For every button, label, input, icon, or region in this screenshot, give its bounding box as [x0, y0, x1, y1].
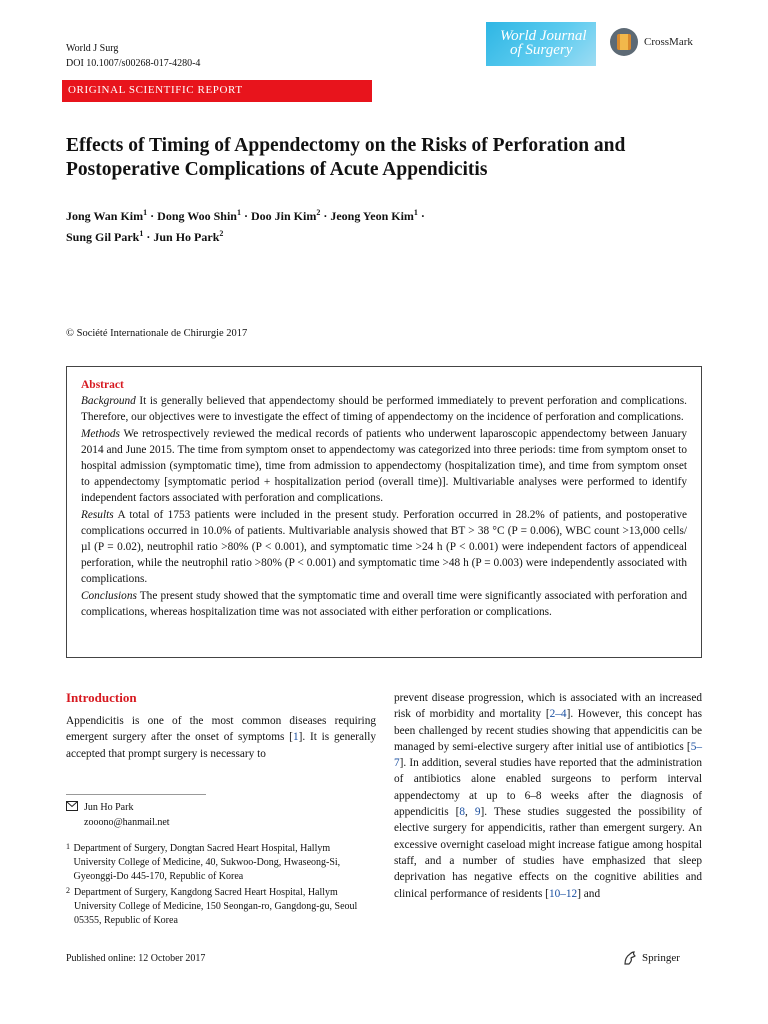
publisher-name: Springer [642, 952, 680, 964]
author-separator: · [320, 209, 331, 223]
affiliation-2 [66, 886, 366, 928]
abstract-results [81, 507, 687, 588]
intro-text: Appendicitis is one of the most common diseases requiring emergent surgery after the onset of symptoms [ [66, 715, 376, 744]
published-date: Published online: 12 October 2017 [66, 953, 206, 964]
abstract-methods-text: We retrospectively reviewed the medical records of patients who underwent laparoscopic appendectomy between January 2014 and June 2015. The time from symptom onset to appendectomy was categorized into three periods: time from symptom onset to hospital admission (symptomatic time), time from admission to appendectomy (hospitalization time), and time from symptom onset to appendectomy [symptomatic period + hospitalization period (overall time)]. Multivariable analyses were performed to identify independent factors associated with perforation and complications. [81, 427, 687, 505]
abstract-conclusions [81, 588, 687, 620]
author[interactable]: Dong Woo Shin [157, 209, 237, 223]
intro-text: ]. It is generally accepted that prompt surgery is necessary to [66, 731, 376, 760]
corresponding-author [66, 801, 366, 830]
affiliation-number: 1 [66, 842, 70, 851]
abstract-background [81, 393, 687, 425]
corresponding-email[interactable]: zooono@hanmail.net [84, 817, 170, 828]
intro-text: ]. In addition, several studies have reported that the administration of antibiotics alone enabled surgeons to perform interval appendectomy at up to 6–8 weeks after the diagnosis of appendicitis [ [394, 757, 702, 819]
intro-text: ] and [577, 887, 601, 900]
author[interactable]: Jun Ho Park [153, 230, 220, 244]
corresponding-row [66, 801, 366, 816]
author-affiliation-mark: 1 [143, 208, 148, 217]
intro-paragraph [66, 713, 376, 762]
spacer [66, 816, 84, 830]
citation-link[interactable]: 2–4 [549, 708, 567, 721]
corresponding-email-row [66, 816, 366, 830]
citation-link[interactable]: 10–12 [548, 887, 578, 900]
affiliation-text: Department of Surgery, Kangdong Sacred Heart Hospital, Hallym University College of Medicine, 150 Seongan-ro, Gangdong-gu, Seoul 05355, Republic of Korea [74, 887, 358, 926]
abstract-label-conclusions: Conclusions [81, 589, 137, 602]
envelope-icon [66, 801, 84, 816]
author[interactable]: Sung Gil Park [66, 230, 140, 244]
crossmark-badge[interactable] [610, 28, 693, 56]
intro-text: prevent disease progression, which is associated with an increased risk of morbidity and mortality [ [394, 692, 702, 721]
crossmark-icon [610, 28, 638, 56]
affiliation-text: Department of Surgery, Dongtan Sacred Heart Hospital, Hallym University College of Medicine, 40, Sukwoo-Dong, Hwaseong-Si, Gyeonggi-Do 445-170, Republic of Korea [73, 843, 341, 882]
abstract-label-background: Background [81, 395, 136, 408]
footnote-divider [66, 794, 206, 795]
abstract-methods [81, 426, 687, 507]
author[interactable]: Jeong Yeon Kim [330, 209, 414, 223]
intro-paragraph [394, 690, 702, 902]
author-affiliation-mark: 1 [236, 208, 241, 217]
citation-link[interactable]: 5–7 [394, 740, 702, 770]
copyright-notice: © Société Internationale de Chirurgie 2017 [66, 328, 248, 339]
author-affiliation-mark: 1 [413, 208, 418, 217]
intro-text: , [465, 806, 475, 819]
author-separator: · [240, 209, 251, 223]
abstract-background-text: It is generally believed that appendectomy should be performed immediately to prevent perforation and complications. Therefore, our objectives were to investigate the effect of timing of appendectomy on the incidence of perforation and complications. [81, 395, 687, 424]
article-title: Effects of Timing of Appendectomy on the Risks of Perforation and Postoperative Complications of Acute Appendicitis [66, 135, 626, 180]
abstract-conclusions-text: The present study showed that the symptomatic time and overall time were significantly associated with perforation and complications, whereas hospitalization time was not associated with either perforation or complications. [81, 589, 687, 618]
author-list [66, 204, 686, 246]
crossmark-label: CrossMark [644, 36, 693, 48]
article-type-banner: ORIGINAL SCIENTIFIC REPORT [62, 80, 372, 102]
abstract-label-methods: Methods [81, 427, 120, 440]
journal-logo [486, 22, 596, 66]
citation-link[interactable]: 8 [459, 806, 465, 819]
author-affiliation-mark: 2 [316, 208, 321, 217]
intro-left-column [66, 713, 376, 762]
author-affiliation-mark: 2 [219, 229, 224, 238]
abstract-box [66, 366, 702, 658]
intro-text: ]. These studies suggested the possibility of elective surgery for appendicitis, rather than emergent surgery. An excessive overnight caseload might increase fatigue among hospital staff, and a number of studies have emphasized that sleep deprivation has negative effects on the cognitive abilities and clinical performance of residents [ [394, 806, 702, 900]
author[interactable]: Jong Wan Kim [66, 209, 144, 223]
author-separator: · [143, 230, 154, 244]
abstract-results-text: A total of 1753 patients were included in the present study. Perforation occurred in 28.2% of patients, and postoperative complications occurred in 10.0% of patients. Multivariable analysis showed that BT > 38 °C (P = 0.006), WBC count >13,000 cells/µl (P = 0.02), neutrophil ratio >80% (P < 0.001), and symptomatic time >24 h (P < 0.001) were independent factors of appendiceal perforation, while the neutrophil ratio >80% (P < 0.001) and symptomatic time >48 h (P = 0.003) were independently associated with complications. [81, 508, 688, 586]
logo-text-line2: of Surgery [510, 42, 573, 58]
section-heading-introduction: Introduction [66, 690, 137, 705]
journal-meta [66, 42, 200, 72]
author[interactable]: Doo Jin Kim [251, 209, 317, 223]
author-separator: · [147, 209, 158, 223]
journal-short-name: World J Surg [66, 43, 119, 54]
corresponding-name: Jun Ho Park [84, 802, 134, 813]
abstract-heading: Abstract [81, 379, 124, 391]
publisher-logo [622, 950, 680, 966]
affiliation-1 [66, 842, 366, 884]
abstract-label-results: Results [81, 508, 114, 521]
logo-text-line1: World Journal [500, 28, 587, 44]
citation-link[interactable]: 9 [474, 806, 481, 819]
author-affiliation-mark: 1 [139, 229, 144, 238]
intro-text: ]. However, this concept has been challenged by recent studies showing that appendicitis can be managed by semi-elective surgery after initial use of antibiotics [ [394, 708, 702, 753]
affiliation-number: 2 [66, 886, 70, 895]
citation-link[interactable]: 1 [292, 731, 299, 744]
springer-horse-icon [622, 950, 638, 966]
author-separator: · [417, 209, 425, 223]
doi[interactable]: DOI 10.1007/s00268-017-4280-4 [66, 58, 201, 69]
intro-right-column [394, 690, 702, 902]
